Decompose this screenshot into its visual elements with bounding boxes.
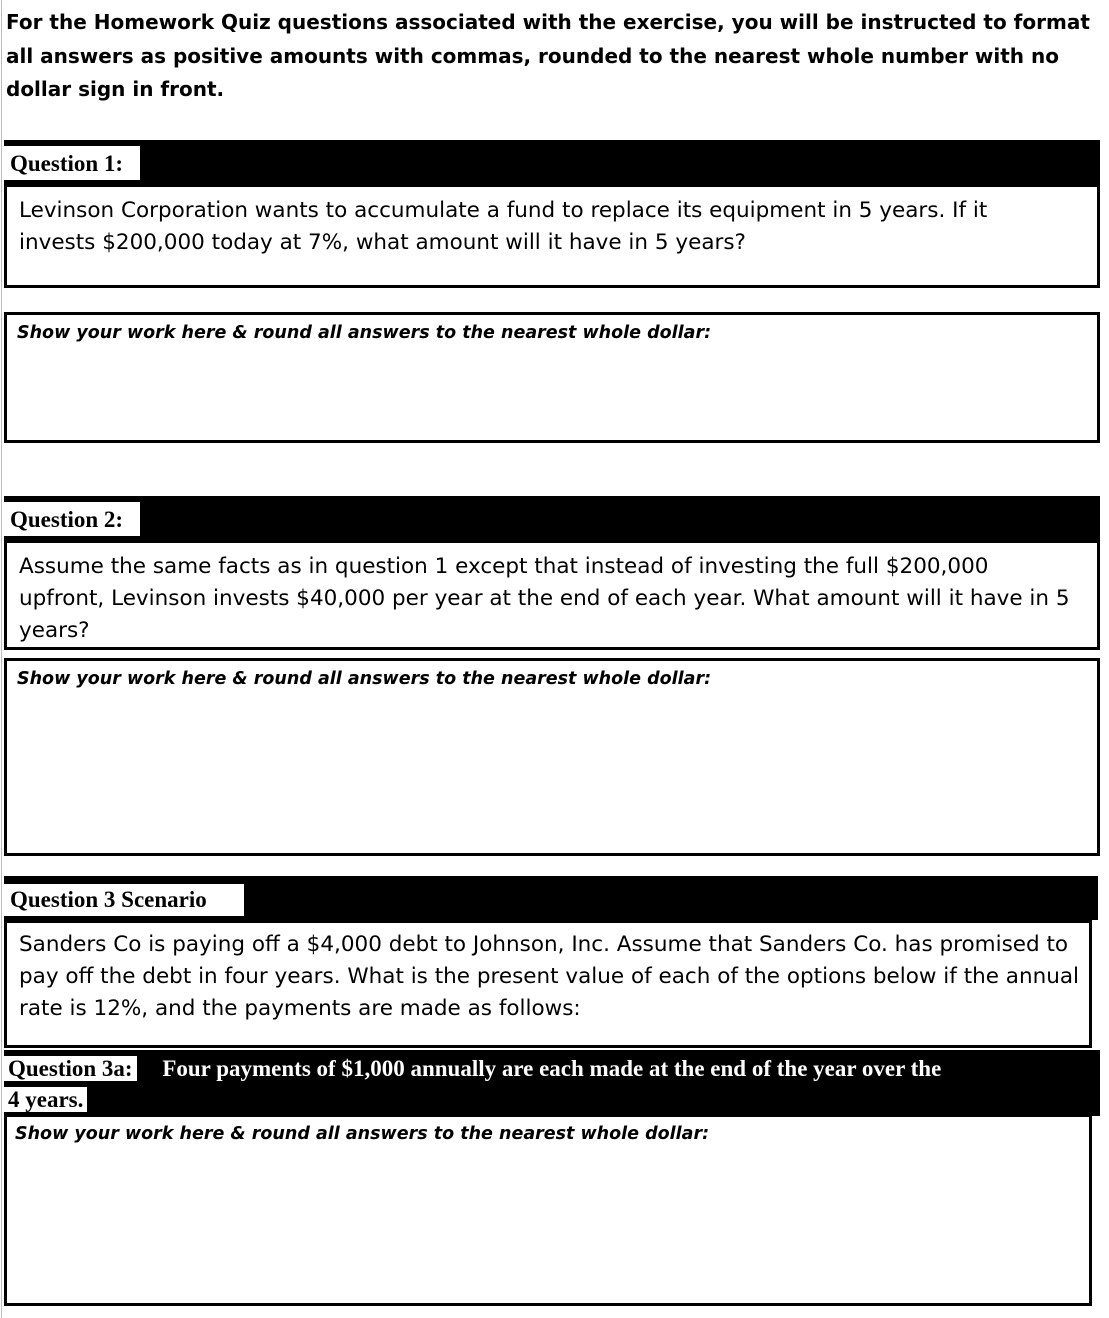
question-1-work-label: Show your work here & round all answers to the nearest whole dollar:: [17, 323, 712, 343]
question-1-text-box: [4, 184, 1100, 288]
question-2-work-label: Show your work here & round all answers to the nearest whole dollar:: [17, 669, 712, 689]
question-2-header: [4, 496, 1100, 540]
question-3-header: [4, 876, 1098, 920]
question-1-work-area[interactable]: [4, 312, 1100, 443]
question-2-text-box: [4, 540, 1100, 650]
question-3a-header: [4, 1050, 1100, 1116]
question-1-header: [4, 140, 1100, 184]
question-1-title: Question 1:: [4, 146, 140, 180]
instructions-text: For the Homework Quiz questions associated with the exercise, you will be instructed to format all answers as positive amounts with commas, rounded to the nearest whole number with no dollar sign in front.: [6, 10, 1090, 101]
question-2-text: Assume the same facts as in question 1 except that instead of investing the full $200,000 upfront, Levinson invests $40,000 per year at the end of each year. What amount will it have in 5 years?: [19, 554, 1070, 643]
question-2-work-area[interactable]: [4, 658, 1100, 856]
question-1-text: Levinson Corporation wants to accumulate a fund to replace its equipment in 5 years. If it invests $200,000 today at 7%, what amount will it have in 5 years?: [19, 198, 988, 255]
question-3a-text-end: 4 years.: [4, 1087, 87, 1112]
question-3a-text: Four payments of $1,000 annually are each made at the end of the year over the: [162, 1056, 942, 1081]
question-3-text: Sanders Co is paying off a $4,000 debt to Johnson, Inc. Assume that Sanders Co. has promised to pay off the debt in four years. What is the present value of each of the options below if the annual rate is 12%, and the payments are made as follows:: [19, 932, 1080, 1021]
question-3a-work-area[interactable]: [4, 1116, 1092, 1306]
question-3a-title: Question 3a:: [4, 1056, 137, 1081]
question-3-title: Question 3 Scenario: [4, 884, 244, 916]
question-2-title: Question 2:: [4, 502, 140, 536]
question-3a-work-label: Show your work here & round all answers to the nearest whole dollar:: [15, 1124, 710, 1144]
left-gridline: [1, 0, 2, 1318]
question-3-text-box: [4, 920, 1092, 1048]
